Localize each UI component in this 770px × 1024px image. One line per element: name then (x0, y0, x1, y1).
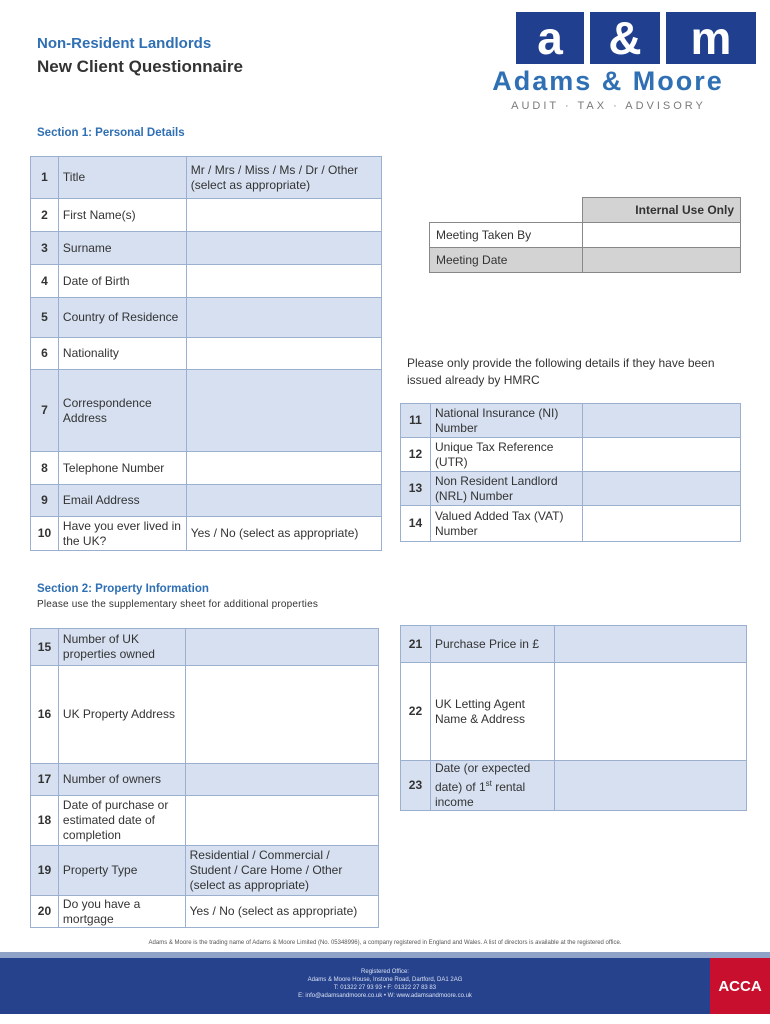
row-label: UK Property Address (58, 666, 185, 764)
row-number: 10 (31, 517, 59, 551)
ni-number-field[interactable] (582, 404, 740, 438)
table-row (31, 896, 379, 928)
property-purchase-table (400, 625, 747, 811)
row-label: National Insurance (NI) Number (430, 404, 582, 438)
nationality-field[interactable] (186, 338, 381, 370)
property-info-table (30, 628, 379, 928)
logo (516, 12, 756, 64)
registered-office-title: Registered Office: (361, 969, 409, 975)
table-row (430, 248, 741, 273)
acca-badge: ACCA (710, 958, 770, 1014)
row-number: 13 (401, 472, 431, 506)
table-row (430, 223, 741, 248)
row-number: 8 (31, 452, 59, 485)
row-number: 5 (31, 298, 59, 338)
section2-title: Section 2: Property Information (37, 583, 209, 595)
first-rental-date-field[interactable] (554, 761, 746, 811)
row-label: Date of purchase or estimated date of completion (58, 796, 185, 846)
vat-number-field[interactable] (582, 506, 740, 542)
mortgage-select-field[interactable]: Yes / No (select as appropriate) (185, 896, 378, 928)
table-row (401, 626, 747, 663)
table-row (31, 517, 382, 551)
table-row (401, 761, 747, 811)
hmrc-note: Please only provide the following details if they have been issued already by HMRC (407, 356, 715, 387)
surname-field[interactable] (186, 232, 381, 265)
row-label: Meeting Taken By (430, 223, 583, 248)
table-row (31, 452, 382, 485)
footer-bar (0, 952, 770, 1014)
property-address-field[interactable] (185, 666, 378, 764)
table-row (31, 298, 382, 338)
footer-legal-note: Adams & Moore is the trading name of Adams & Moore Limited (No. 05348996), a company registered in England and Wales. A list of directors is available at the registered office. (148, 940, 622, 946)
row-number: 15 (31, 629, 59, 666)
telephone-field[interactable] (186, 452, 381, 485)
logo-letter-amp: & (590, 12, 660, 64)
row-number: 23 (401, 761, 431, 811)
correspondence-address-field[interactable] (186, 370, 381, 452)
table-row (401, 438, 741, 472)
internal-use-header: Internal Use Only (582, 198, 741, 223)
registered-office-phone: T: 01322 27 93 93 • F: 01322 27 83 83 (333, 985, 437, 991)
lived-in-uk-select-field[interactable]: Yes / No (select as appropriate) (186, 517, 381, 551)
row-label: UK Letting Agent Name & Address (430, 663, 554, 761)
logo-letter-a: a (516, 12, 584, 64)
table-row (31, 265, 382, 298)
row-label: Number of owners (58, 764, 185, 796)
row-number: 18 (31, 796, 59, 846)
row-number: 4 (31, 265, 59, 298)
row-number: 22 (401, 663, 431, 761)
row-label: Property Type (58, 846, 185, 896)
registered-office (200, 968, 570, 1000)
table-row (31, 232, 382, 265)
meeting-date-field[interactable] (582, 248, 741, 273)
table-row (31, 846, 379, 896)
table-row (31, 157, 382, 199)
table-row (401, 663, 747, 761)
number-of-owners-field[interactable] (185, 764, 378, 796)
row-label: Have you ever lived in the UK? (58, 517, 186, 551)
row-label: Do you have a mortgage (58, 896, 185, 928)
table-row (31, 370, 382, 452)
table-row (31, 629, 379, 666)
row-label: Non Resident Landlord (NRL) Number (430, 472, 582, 506)
row-label: First Name(s) (58, 199, 186, 232)
row-number: 21 (401, 626, 431, 663)
internal-use-table (429, 197, 741, 273)
row-number: 2 (31, 199, 59, 232)
logo-tagline: AUDIT · TAX · ADVISORY (511, 100, 706, 112)
table-header-row (430, 198, 741, 223)
date-of-birth-field[interactable] (186, 265, 381, 298)
table-row (31, 338, 382, 370)
row-number: 17 (31, 764, 59, 796)
row-label: Correspondence Address (58, 370, 186, 452)
purchase-price-field[interactable] (554, 626, 746, 663)
personal-details-table (30, 156, 382, 551)
row-label-text: Date (or expected date) of 1 (434, 761, 531, 794)
table-row (401, 404, 741, 438)
table-row (31, 666, 379, 764)
row-label: Date of Birth (58, 265, 186, 298)
logo-company-name: Adams & Moore (492, 66, 724, 96)
row-label: Nationality (58, 338, 186, 370)
row-label: Title (58, 157, 186, 199)
email-field[interactable] (186, 485, 381, 517)
row-label: Number of UK properties owned (58, 629, 185, 666)
row-number: 14 (401, 506, 431, 542)
hmrc-details-table (400, 403, 741, 542)
row-label: Valued Added Tax (VAT) Number (430, 506, 582, 542)
row-number: 16 (31, 666, 59, 764)
row-label: Telephone Number (58, 452, 186, 485)
section2-note: Please use the supplementary sheet for additional properties (37, 599, 319, 610)
purchase-date-field[interactable] (185, 796, 378, 846)
row-label: Meeting Date (430, 248, 583, 273)
row-label (430, 761, 554, 811)
table-row (31, 485, 382, 517)
nrl-number-field[interactable] (582, 472, 740, 506)
doc-subtitle: New Client Questionnaire (37, 57, 243, 76)
utr-field[interactable] (582, 438, 740, 472)
table-row (401, 472, 741, 506)
logo-letter-m: m (666, 12, 756, 64)
row-number: 7 (31, 370, 59, 452)
registered-office-email: E: info@adamsandmoore.co.uk • W: www.adamsandmoore.co.uk (298, 993, 472, 999)
first-name-field[interactable] (186, 199, 381, 232)
section1-title: Section 1: Personal Details (37, 127, 185, 139)
meeting-taken-by-field[interactable] (582, 223, 741, 248)
doc-title: Non-Resident Landlords (37, 35, 212, 52)
row-label: Country of Residence (58, 298, 186, 338)
row-number: 12 (401, 438, 431, 472)
footer-stripe (0, 952, 770, 958)
row-number: 19 (31, 846, 59, 896)
row-label: Surname (58, 232, 186, 265)
row-number: 1 (31, 157, 59, 199)
table-row (31, 796, 379, 846)
row-number: 20 (31, 896, 59, 928)
property-type-select-field[interactable]: Residential / Commercial / Student / Care Home / Other (select as appropriate) (185, 846, 378, 896)
row-label: Purchase Price in £ (430, 626, 554, 663)
ordinal-suffix: st (485, 779, 492, 788)
table-row (401, 506, 741, 542)
row-number: 9 (31, 485, 59, 517)
row-label: Unique Tax Reference (UTR) (430, 438, 582, 472)
empty-cell (430, 198, 583, 223)
registered-office-address: Adams & Moore House, Instone Road, Dartford, DA1 2AG (307, 977, 463, 983)
table-row (31, 199, 382, 232)
title-select-field[interactable]: Mr / Mrs / Miss / Ms / Dr / Other (select as appropriate) (186, 157, 381, 199)
row-label-text-end: rental income (434, 780, 526, 809)
properties-owned-field[interactable] (185, 629, 378, 666)
table-row (31, 764, 379, 796)
letting-agent-field[interactable] (554, 663, 746, 761)
country-of-residence-field[interactable] (186, 298, 381, 338)
row-label: Email Address (58, 485, 186, 517)
row-number: 3 (31, 232, 59, 265)
row-number: 6 (31, 338, 59, 370)
row-number: 11 (401, 404, 431, 438)
